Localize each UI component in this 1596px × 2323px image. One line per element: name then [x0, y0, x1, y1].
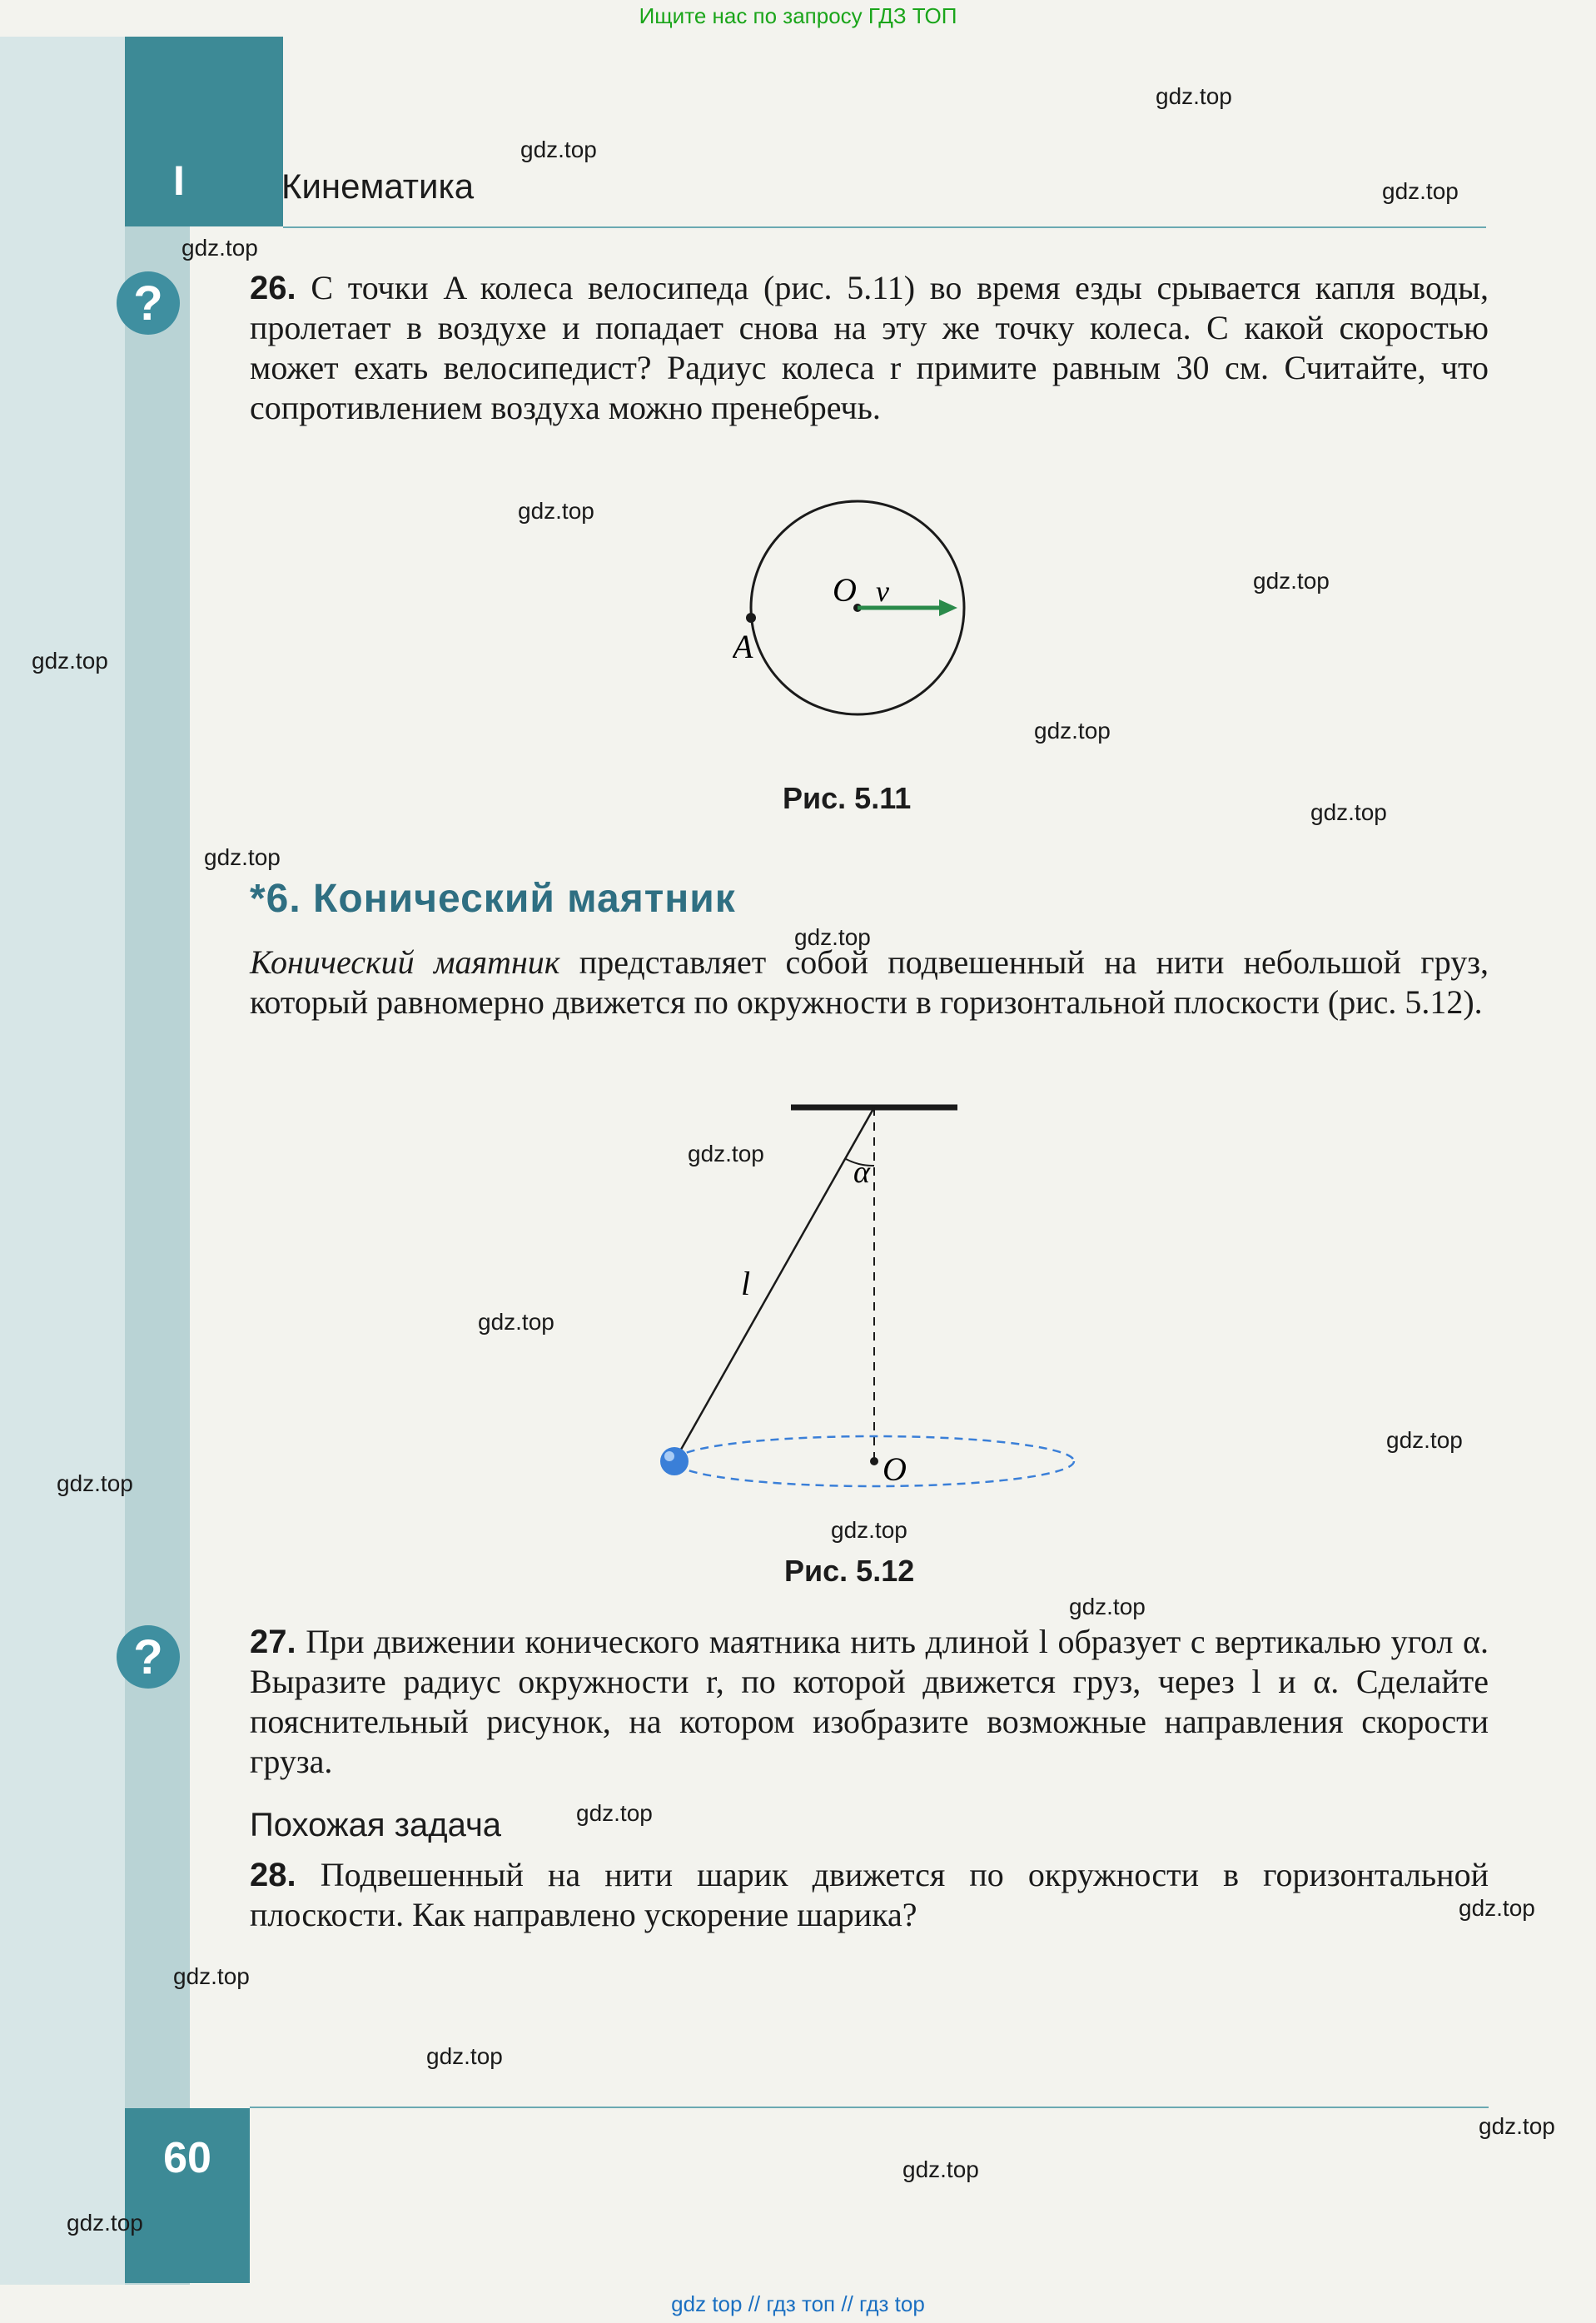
figure-caption-5-11: Рис. 5.11 [783, 781, 912, 815]
bottom-banner: gdz top // гдз топ // гдз top [671, 2291, 925, 2316]
watermark: gdz.top [1382, 178, 1459, 204]
velocity-arrow-head [939, 599, 957, 616]
label-point-a: A [733, 628, 753, 665]
chapter-tab [125, 37, 283, 226]
task-number: 27. [250, 1624, 296, 1660]
chapter-number: I [173, 157, 185, 204]
watermark: gdz.top [32, 648, 108, 674]
watermark: gdz.top [204, 844, 281, 870]
similar-task-label: Похожая задача [250, 1807, 502, 1843]
figure-5-11 [733, 500, 982, 716]
watermark: gdz.top [1479, 2113, 1555, 2139]
question-icon: ? [117, 1625, 180, 1689]
task-number: 28. [250, 1857, 296, 1893]
left-margin-stripe-dark [125, 37, 190, 2285]
section-title: *6. Конический маятник [250, 877, 736, 921]
task-text: Подвешенный на нити шарик движется по окружности в горизонтальной плоскости. Как направлено ускорение шарика? [250, 1856, 1489, 1933]
watermark: gdz.top [181, 235, 258, 261]
watermark: gdz.top [688, 1141, 764, 1166]
header-divider [283, 226, 1486, 228]
watermark: gdz.top [426, 2043, 503, 2069]
page-number: 60 [163, 2134, 211, 2182]
watermark: gdz.top [1156, 83, 1232, 109]
task-26 [250, 268, 1489, 428]
task-text: При движении конического маятника нить длиной l образует с вертикалью угол α. Выразите радиус окружности r, по которой движется груз, через l и α. Сделайте пояснительный рисунок, на котором изобразите возможные направления скорости груза. [250, 1623, 1489, 1780]
label-velocity: v⃗ [876, 575, 912, 608]
center-point [870, 1457, 878, 1465]
page-number-tab [125, 2108, 250, 2283]
paragraph-text: представляет собой подвешенный на нити небольшой груз, который равномерно движется по окружности в горизонтальной плоскости (рис. 5.12). [250, 943, 1489, 1021]
top-banner: Ищите нас по запросу ГДЗ ТОП [639, 3, 957, 28]
label-center: O [833, 571, 857, 609]
watermark: gdz.top [1069, 1594, 1146, 1619]
watermark: gdz.top [1459, 1895, 1535, 1921]
label-length: l [741, 1265, 751, 1302]
watermark: gdz.top [576, 1800, 653, 1826]
watermark: gdz.top [1034, 718, 1111, 744]
term-conical-pendulum: Конический маятник [250, 943, 560, 981]
watermark: gdz.top [57, 1470, 133, 1496]
figure-caption-5-12: Рис. 5.12 [784, 1554, 915, 1588]
watermark: gdz.top [794, 924, 871, 950]
watermark: gdz.top [478, 1309, 554, 1335]
task-text: С точки A колеса велосипеда (рис. 5.11) во время езды срывается капля воды, пролетает в воздухе и попадает снова на эту же точку колеса. С какой скоростью может ехать велосипедист? Радиус колеса r примите равным 30 см. Считайте, что сопротивлением воздуха можно пренебречь. [250, 269, 1489, 426]
point-a [746, 613, 756, 623]
question-icon: ? [117, 271, 180, 335]
footer-divider [250, 2107, 1489, 2108]
watermark: gdz.top [1253, 568, 1330, 594]
section-paragraph [250, 943, 1489, 1022]
watermark: gdz.top [1310, 799, 1387, 825]
watermark: gdz.top [902, 2156, 979, 2182]
left-margin-stripe [0, 37, 125, 2285]
watermark: gdz.top [173, 1963, 250, 1989]
watermark: gdz.top [831, 1517, 907, 1543]
chapter-title: Кинематика [281, 167, 475, 206]
label-center-o: O [883, 1450, 907, 1488]
task-number: 26. [250, 270, 296, 306]
task-27 [250, 1622, 1489, 1782]
ball-highlight [664, 1451, 674, 1461]
pendulum-ball [660, 1447, 689, 1475]
watermark: gdz.top [520, 137, 597, 162]
task-28 [250, 1855, 1489, 1935]
watermark: gdz.top [67, 2210, 143, 2236]
watermark: gdz.top [518, 498, 594, 524]
label-angle: α [853, 1155, 870, 1190]
watermark: gdz.top [1386, 1427, 1463, 1453]
